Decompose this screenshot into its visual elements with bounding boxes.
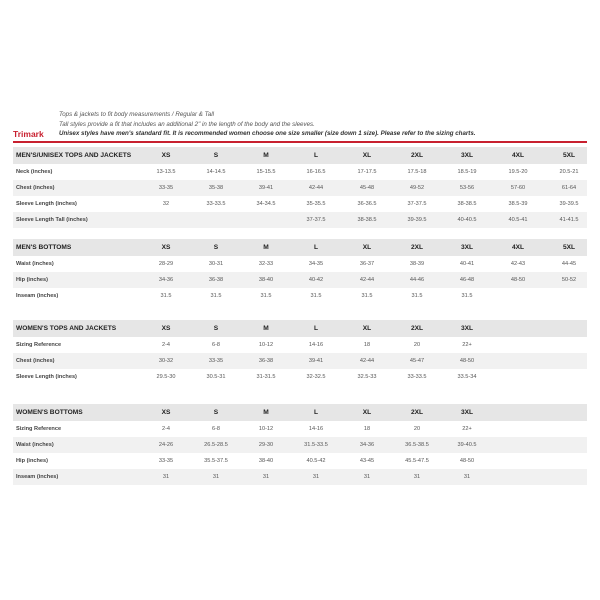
table-cell: 18 — [363, 426, 371, 432]
table-cell: 14-16 — [308, 342, 324, 348]
table-cell: 37-37.5 — [306, 217, 326, 223]
table-cell: 34-34.5 — [256, 201, 276, 207]
table-cell: 31.5-33.5 — [304, 442, 328, 448]
table-cell: 22+ — [462, 426, 472, 432]
table-row — [13, 469, 587, 485]
table-cell: 50-52 — [561, 277, 577, 283]
table-cell: 40.5-42 — [306, 458, 326, 464]
table-cell: 42-44 — [359, 358, 375, 364]
table-cell: 44-46 — [409, 277, 425, 283]
table-cell: 40-40.5 — [457, 217, 477, 223]
table-cell: 15-15.5 — [256, 169, 276, 175]
table-cell: 30-32 — [158, 358, 174, 364]
table-cell: 24-26 — [158, 442, 174, 448]
section-title: MEN'S BOTTOMS — [16, 244, 72, 251]
table-cell: 31-31.5 — [256, 374, 276, 380]
size-header: 3XL — [460, 152, 474, 159]
table-cell: 10-12 — [258, 426, 274, 432]
table-cell: 39-40.5 — [457, 442, 477, 448]
table-row — [13, 369, 587, 385]
row-label: Hip (inches) — [16, 277, 49, 283]
note-line-1: Tops & jackets to fit body measurements / Regular & Tall — [59, 111, 214, 118]
table-cell: 39-39.5 — [559, 201, 579, 207]
brand-logo: Trimark — [13, 129, 44, 139]
section-title: WOMEN'S TOPS AND JACKETS — [16, 325, 117, 332]
table-cell: 31 — [363, 474, 371, 480]
table-cell: 45-48 — [359, 185, 375, 191]
note-line-3: Unisex styles have men's standard fit. It is recommended women choose one size smaller (size down 1 size). Please refer to the sizing charts. — [59, 130, 476, 138]
table-cell: 31 — [312, 474, 320, 480]
size-header: S — [213, 325, 219, 332]
size-header: 3XL — [460, 244, 474, 251]
fit-notes — [59, 110, 476, 139]
table-cell: 18.5-19 — [457, 169, 477, 175]
table-header — [13, 404, 587, 421]
table-cell: 2-4 — [161, 426, 171, 432]
table-row — [13, 421, 587, 437]
table-cell: 31.5 — [461, 293, 473, 299]
table-cell: 31.5 — [411, 293, 423, 299]
table-cell: 43-45 — [359, 458, 375, 464]
table-cell: 32 — [162, 201, 170, 207]
table-cell: 33-33.5 — [407, 374, 427, 380]
table-cell: 39-41 — [308, 358, 324, 364]
table-cell: 61-64 — [561, 185, 577, 191]
table-cell: 35.5-37.5 — [204, 458, 228, 464]
size-header: M — [263, 244, 269, 251]
row-label: Inseam (inches) — [16, 293, 59, 299]
table-cell: 32-33 — [258, 261, 274, 267]
table-row — [13, 437, 587, 453]
table-row — [13, 288, 587, 304]
brand-divider — [13, 141, 587, 143]
table-cell: 10-12 — [258, 342, 274, 348]
size-header: 3XL — [460, 325, 474, 332]
table-cell: 35-38 — [208, 185, 224, 191]
size-header: S — [213, 152, 219, 159]
table-cell: 36-38 — [208, 277, 224, 283]
table-cell: 17.5-18 — [407, 169, 427, 175]
table-cell: 40-42 — [308, 277, 324, 283]
table-row — [13, 453, 587, 469]
table-cell: 39-41 — [258, 185, 274, 191]
table-cell: 45-47 — [409, 358, 425, 364]
table-cell: 6-8 — [211, 342, 221, 348]
table-cell: 57-60 — [510, 185, 526, 191]
table-cell: 17-17.5 — [357, 169, 377, 175]
table-cell: 31.5 — [310, 293, 322, 299]
table-cell: 40.5-41 — [508, 217, 528, 223]
table-cell: 29.5-30 — [156, 374, 176, 380]
size-header: S — [213, 409, 219, 416]
size-header: M — [263, 409, 269, 416]
size-header: XL — [362, 244, 372, 251]
table-cell: 31 — [162, 474, 170, 480]
section-title: WOMEN'S BOTTOMS — [16, 409, 83, 416]
table-cell: 38.5-39 — [508, 201, 528, 207]
row-label: Chest (inches) — [16, 185, 55, 191]
table-cell: 31 — [212, 474, 220, 480]
size-header: XL — [362, 409, 372, 416]
table-cell: 31.5 — [361, 293, 373, 299]
size-header: S — [213, 244, 219, 251]
table-cell: 31 — [262, 474, 270, 480]
table-cell: 53-56 — [459, 185, 475, 191]
table-cell: 20 — [413, 342, 421, 348]
table-cell: 32.5-33 — [357, 374, 377, 380]
size-header: 2XL — [410, 244, 424, 251]
note-line-2: Tall styles provide a fit that includes an additional 2" in the length of the body and the sleeves. — [59, 120, 315, 128]
size-header: M — [263, 152, 269, 159]
size-header: XS — [161, 244, 171, 251]
size-header: M — [263, 325, 269, 332]
table-cell: 33-35 — [158, 185, 174, 191]
table-cell: 38-39 — [409, 261, 425, 267]
size-header: XL — [362, 325, 372, 332]
table-row — [13, 353, 587, 369]
table-cell: 31.5 — [260, 293, 272, 299]
size-header: L — [313, 325, 319, 332]
row-label: Neck (inches) — [16, 169, 53, 175]
table-cell: 16-16.5 — [306, 169, 326, 175]
table-cell: 31.5 — [210, 293, 222, 299]
row-label: Waist (inches) — [16, 261, 54, 267]
section-mens-bottoms — [13, 239, 587, 304]
row-label: Sleeve Length (inches) — [16, 374, 77, 380]
section-mens-unisex-tops — [13, 147, 587, 228]
table-cell: 38-38.5 — [357, 217, 377, 223]
table-cell: 46-48 — [459, 277, 475, 283]
table-header — [13, 147, 587, 164]
table-cell: 36-36.5 — [357, 201, 377, 207]
table-cell: 31 — [413, 474, 421, 480]
size-header: 3XL — [460, 409, 474, 416]
table-cell: 48-50 — [459, 458, 475, 464]
table-header — [13, 320, 587, 337]
table-cell: 38-40 — [258, 458, 274, 464]
table-cell: 42-44 — [308, 185, 324, 191]
table-cell: 30-31 — [208, 261, 224, 267]
size-header: 5XL — [562, 152, 576, 159]
table-cell: 20 — [413, 426, 421, 432]
table-cell: 48-50 — [459, 358, 475, 364]
table-cell: 34-36 — [359, 442, 375, 448]
table-cell: 26.5-28.5 — [204, 442, 228, 448]
table-row — [13, 337, 587, 353]
table-cell: 38-38.5 — [457, 201, 477, 207]
table-cell: 14-16 — [308, 426, 324, 432]
size-header: L — [313, 152, 319, 159]
table-cell: 31.5 — [160, 293, 172, 299]
table-cell: 33-35 — [158, 458, 174, 464]
table-cell: 39-39.5 — [407, 217, 427, 223]
size-header: 5XL — [562, 244, 576, 251]
row-label: Sleeve Length (inches) — [16, 201, 77, 207]
size-header: L — [313, 244, 319, 251]
row-label: Waist (inches) — [16, 442, 54, 448]
table-cell: 34-36 — [158, 277, 174, 283]
section-title: MEN'S/UNISEX TOPS AND JACKETS — [16, 152, 132, 159]
table-row — [13, 212, 587, 228]
table-cell: 29-30 — [258, 442, 274, 448]
size-header: XS — [161, 409, 171, 416]
table-header — [13, 239, 587, 256]
table-cell: 41-41.5 — [559, 217, 579, 223]
table-cell: 42-44 — [359, 277, 375, 283]
table-row — [13, 272, 587, 288]
size-header: L — [313, 409, 319, 416]
table-cell: 35-35.5 — [306, 201, 326, 207]
table-cell: 30.5-31 — [206, 374, 226, 380]
table-cell: 33.5-34 — [457, 374, 477, 380]
table-cell: 32-32.5 — [306, 374, 326, 380]
table-cell: 34-35 — [308, 261, 324, 267]
section-womens-tops — [13, 320, 587, 385]
table-cell: 44-45 — [561, 261, 577, 267]
table-row — [13, 180, 587, 196]
row-label: Sizing Reference — [16, 426, 62, 432]
table-cell: 13-13.5 — [156, 169, 176, 175]
table-row — [13, 164, 587, 180]
table-row — [13, 196, 587, 212]
table-cell: 33-35 — [208, 358, 224, 364]
table-row — [13, 256, 587, 272]
table-cell: 6-8 — [211, 426, 221, 432]
row-label: Chest (inches) — [16, 358, 55, 364]
size-header: 2XL — [410, 152, 424, 159]
table-cell: 40-41 — [459, 261, 475, 267]
table-cell: 45.5-47.5 — [405, 458, 429, 464]
size-header: 4XL — [511, 152, 525, 159]
table-cell: 31 — [463, 474, 471, 480]
table-cell: 22+ — [462, 342, 472, 348]
table-cell: 37-37.5 — [407, 201, 427, 207]
size-header: 4XL — [511, 244, 525, 251]
table-cell: 48-50 — [510, 277, 526, 283]
row-label: Inseam (inches) — [16, 474, 59, 480]
table-cell: 38-40 — [258, 277, 274, 283]
table-cell: 14-14.5 — [206, 169, 226, 175]
table-cell: 20.5-21 — [559, 169, 579, 175]
row-label: Hip (inches) — [16, 458, 49, 464]
table-cell: 2-4 — [161, 342, 171, 348]
table-cell: 18 — [363, 342, 371, 348]
table-cell: 33-33.5 — [206, 201, 226, 207]
table-cell: 42-43 — [510, 261, 526, 267]
size-header: XS — [161, 325, 171, 332]
size-header: XS — [161, 152, 171, 159]
table-cell: 19.5-20 — [508, 169, 528, 175]
table-cell: 36-37 — [359, 261, 375, 267]
table-cell: 36.5-38.5 — [405, 442, 429, 448]
table-cell: 49-52 — [409, 185, 425, 191]
row-label: Sizing Reference — [16, 342, 62, 348]
size-header: XL — [362, 152, 372, 159]
section-womens-bottoms — [13, 404, 587, 485]
table-cell: 28-29 — [158, 261, 174, 267]
size-header: 2XL — [410, 325, 424, 332]
size-header: 2XL — [410, 409, 424, 416]
table-cell: 36-38 — [258, 358, 274, 364]
row-label: Sleeve Length Tall (inches) — [16, 217, 88, 223]
